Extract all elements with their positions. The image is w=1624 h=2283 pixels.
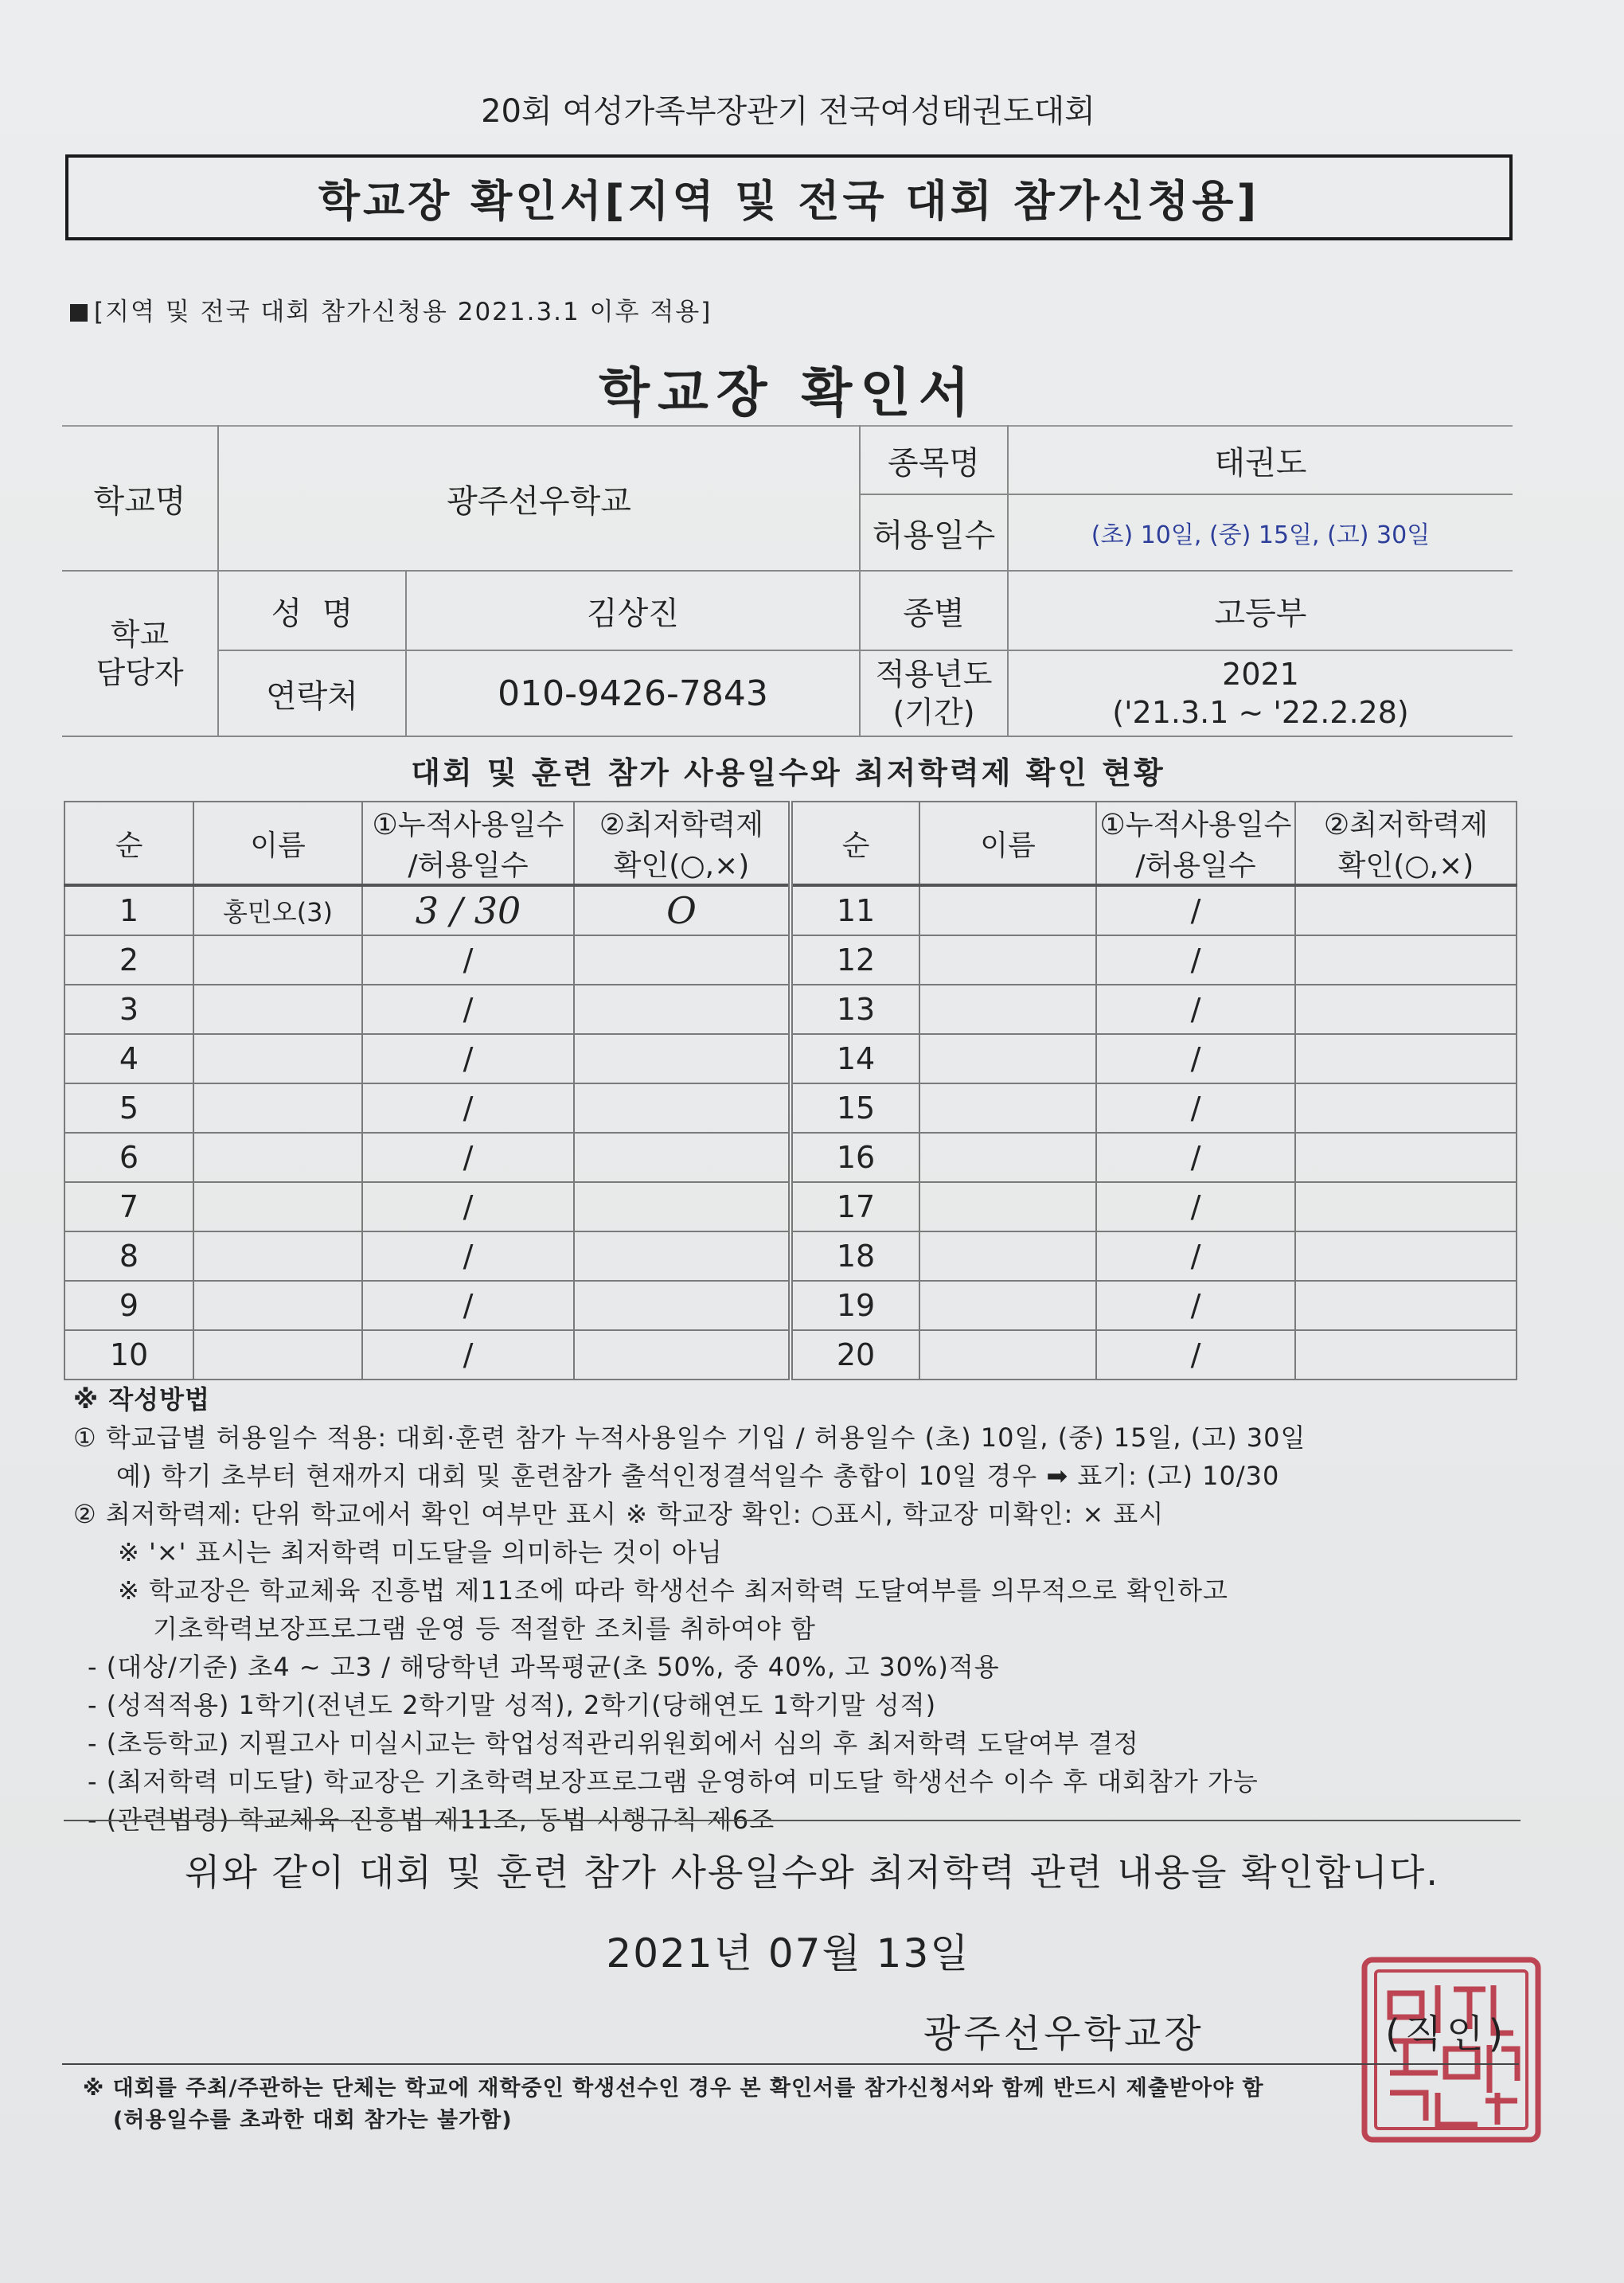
instruction-detail: - (최저학력 미도달) 학교장은 기초학력보장프로그램 운영하여 미도달 학생선수 이수 후 대회참가 가능 (88, 1766, 1259, 1797)
cell-check (1295, 1133, 1517, 1182)
cell-no: 11 (791, 885, 919, 935)
cell-check (574, 1182, 791, 1231)
table-row (64, 1034, 1517, 1083)
cell-days: / (1096, 885, 1295, 935)
cell-name (919, 885, 1096, 935)
cell-check (1295, 1034, 1517, 1083)
cell-days: / (362, 1133, 574, 1182)
applicable-year-label (860, 650, 1008, 736)
cell-days: / (1096, 1182, 1295, 1231)
cell-no: 10 (64, 1330, 193, 1380)
principal-title: 광주선우학교장 (923, 2012, 1204, 2056)
cell-no: 17 (791, 1182, 919, 1231)
cell-check (1295, 885, 1517, 935)
cell-name (919, 1083, 1096, 1133)
cell-no: 5 (64, 1083, 193, 1133)
cell-name (193, 985, 362, 1034)
sport-label: 종목명 (860, 426, 1008, 494)
cell-name (193, 1034, 362, 1083)
cell-check (1295, 1083, 1517, 1133)
table-row (64, 935, 1517, 985)
cell-days: 3 / 30 (362, 885, 574, 935)
divider (64, 1820, 1521, 1821)
cell-name (919, 1231, 1096, 1281)
cell-days: / (362, 1231, 574, 1281)
footer-line: (허용일수를 초과한 대회 참가는 불가함) (113, 2108, 513, 2133)
applicable-year-label-line1: 적용년도 (875, 657, 993, 692)
instruction-note: ※ '×' 표시는 최저학력 미도달을 의미하는 것이 아님 (118, 1537, 723, 1567)
applicability-note-text: [지역 및 전국 대회 참가신청용 2021.3.1 이후 적용] (94, 298, 712, 326)
cell-name (919, 1182, 1096, 1231)
cell-check (574, 1083, 791, 1133)
cell-name (193, 1083, 362, 1133)
divider (62, 2063, 1519, 2065)
cell-days: / (1096, 985, 1295, 1034)
cell-no: 14 (791, 1034, 919, 1083)
allowed-days-label: 허용일수 (860, 494, 1008, 571)
cell-check (574, 985, 791, 1034)
table-row (64, 1182, 1517, 1231)
header-days-line1: ①누적사용일수 (362, 802, 574, 843)
cell-days: / (362, 1034, 574, 1083)
cell-no: 13 (791, 985, 919, 1034)
document-title: 학교장 확인서 (599, 362, 978, 423)
header-check-line1: ②최저학력제 (1295, 802, 1517, 843)
cell-name (919, 935, 1096, 985)
cell-name (193, 1231, 362, 1281)
cell-name (919, 985, 1096, 1034)
issue-date: 2021년 07월 13일 (606, 1930, 970, 1977)
header-days-line1: ①누적사용일수 (1096, 802, 1295, 843)
header-check-line2: 확인(○,×) (1295, 843, 1517, 885)
applicability-note (70, 291, 712, 327)
header-check-line1: ②최저학력제 (574, 802, 791, 843)
cell-check (1295, 935, 1517, 985)
school-manager-label (62, 571, 218, 736)
instructions (73, 1380, 1538, 1839)
cell-check (574, 1034, 791, 1083)
school-info-table (62, 425, 1513, 737)
confirmation-statement: 위와 같이 대회 및 훈련 참가 사용일수와 최저학력 관련 내용을 확인합니다. (185, 1851, 1439, 1894)
cell-name (193, 1133, 362, 1182)
table-header-row (64, 802, 1517, 843)
cell-no: 2 (64, 935, 193, 985)
cell-days: / (1096, 1330, 1295, 1380)
cell-name (919, 1281, 1096, 1330)
footer-note (83, 2073, 1264, 2137)
school-name-value: 광주선우학교 (218, 426, 860, 571)
cell-name (919, 1133, 1096, 1182)
header-no: 순 (791, 802, 919, 885)
cell-check (574, 1281, 791, 1330)
instruction-detail: - (관련법령) 학교체육 진흥법 제11조, 동법 시행규칙 제6조 (88, 1805, 775, 1835)
cell-check (1295, 1330, 1517, 1380)
cell-check (574, 935, 791, 985)
instruction-detail: - (초등학교) 지필고사 미실시교는 학업성적관리위원회에서 심의 후 최저학력 도달여부 결정 (88, 1728, 1139, 1758)
instruction-detail: - (대상/기준) 초4 ~ 고3 / 해당학년 과목평균(초 50%, 중 40%, 고 30%)적용 (88, 1652, 1000, 1682)
manager-name-label: 성 명 (218, 571, 406, 650)
cell-no: 18 (791, 1231, 919, 1281)
school-manager-label-line1: 학교 (110, 617, 170, 652)
participation-status-table (64, 801, 1517, 1380)
table-row (64, 985, 1517, 1034)
cell-name (193, 1330, 362, 1380)
contact-value: 010-9426-7843 (406, 650, 860, 736)
cell-no: 1 (64, 885, 193, 935)
header-name: 이름 (193, 802, 362, 885)
school-manager-label-line2: 담당자 (96, 655, 184, 690)
table-row (64, 1083, 1517, 1133)
cell-check (1295, 985, 1517, 1034)
cell-days: / (362, 1330, 574, 1380)
cell-no: 8 (64, 1231, 193, 1281)
cell-check (1295, 1231, 1517, 1281)
cell-name (193, 1281, 362, 1330)
cell-name (193, 935, 362, 985)
division-value: 고등부 (1008, 571, 1513, 650)
cell-days: / (1096, 935, 1295, 985)
seal-label: (직인) (1385, 2012, 1509, 2056)
cell-no: 7 (64, 1182, 193, 1231)
cell-no: 12 (791, 935, 919, 985)
instructions-heading: ※ 작성방법 (73, 1384, 210, 1415)
applicable-year-label-line2: (기간) (892, 695, 975, 730)
division-label: 종별 (860, 571, 1008, 650)
table-row (64, 1330, 1517, 1380)
instruction-detail: - (성적적용) 1학기(전년도 2학기말 성적), 2학기(당해연도 1학기말 성적) (88, 1690, 937, 1720)
cell-name: 홍민오(3) (193, 885, 362, 935)
cell-check (574, 1330, 791, 1380)
header-days-line2: /허용일수 (1096, 843, 1295, 885)
contact-label: 연락처 (218, 650, 406, 736)
manager-name-value: 김상진 (406, 571, 860, 650)
sport-value: 태권도 (1008, 426, 1513, 494)
instruction-item: ② 최저학력제: 단위 학교에서 확인 여부만 표시 ※ 학교장 확인: ○표시, 학교장 미확인: × 표시 (73, 1499, 1165, 1529)
form-title-box: 학교장 확인서[지역 및 전국 대회 참가신청용] (65, 154, 1513, 240)
cell-no: 3 (64, 985, 193, 1034)
table-row (64, 1133, 1517, 1182)
cell-check (1295, 1182, 1517, 1231)
cell-no: 19 (791, 1281, 919, 1330)
cell-check (1295, 1281, 1517, 1330)
cell-check: O (574, 885, 791, 935)
cell-check (574, 1231, 791, 1281)
school-name-label: 학교명 (62, 426, 218, 571)
cell-no: 16 (791, 1133, 919, 1182)
cell-days: / (362, 1281, 574, 1330)
table-row (64, 885, 1517, 935)
cell-no: 9 (64, 1281, 193, 1330)
header-no: 순 (64, 802, 193, 885)
header-days-line2: /허용일수 (362, 843, 574, 885)
allowed-days-value: (초) 10일, (중) 15일, (고) 30일 (1008, 494, 1513, 571)
cell-days: / (1096, 1133, 1295, 1182)
instruction-note: ※ 학교장은 학교체육 진흥법 제11조에 따라 학생선수 최저학력 도달여부를 의무적으로 확인하고 (118, 1575, 1228, 1606)
cell-no: 15 (791, 1083, 919, 1133)
cell-days: / (362, 935, 574, 985)
applicable-year-value (1008, 650, 1513, 736)
cell-name (919, 1034, 1096, 1083)
cell-no: 4 (64, 1034, 193, 1083)
header-check-line2: 확인(○,×) (574, 843, 791, 885)
cell-check (574, 1133, 791, 1182)
applicable-year-value-line1: 2021 (1222, 657, 1299, 692)
header-name: 이름 (919, 802, 1096, 885)
footer-line: ※ 대회를 주최/주관하는 단체는 학교에 재학중인 학생선수인 경우 본 확인서를 참가신청서와 함께 반드시 제출받아야 함 (83, 2076, 1264, 2101)
cell-days: / (362, 1182, 574, 1231)
applicable-year-value-line2: ('21.3.1 ~ '22.2.28) (1112, 695, 1409, 730)
instruction-example: 예) 학기 초부터 현재까지 대회 및 훈련참가 출석인정결석일수 총합이 10일 경우 ➡ 표기: (고) 10/30 (116, 1461, 1280, 1491)
cell-days: / (1096, 1231, 1295, 1281)
cell-days: / (1096, 1281, 1295, 1330)
table-row (64, 1281, 1517, 1330)
cell-days: / (362, 985, 574, 1034)
instruction-note: 기초학력보장프로그램 운영 등 적절한 조치를 취하여야 함 (153, 1614, 816, 1644)
cell-name (193, 1182, 362, 1231)
instruction-item: ① 학교급별 허용일수 적용: 대회·훈련 참가 누적사용일수 기입 / 허용일수 (초) 10일, (중) 15일, (고) 30일 (73, 1422, 1306, 1453)
cell-name (919, 1330, 1096, 1380)
cell-no: 20 (791, 1330, 919, 1380)
square-bullet-icon (70, 304, 88, 322)
cell-no: 6 (64, 1133, 193, 1182)
cell-days: / (1096, 1034, 1295, 1083)
cell-days: / (1096, 1083, 1295, 1133)
event-title: 20회 여성가족부장관기 전국여성태권도대회 (481, 93, 1095, 130)
table-row (64, 1231, 1517, 1281)
cell-days: / (362, 1083, 574, 1133)
status-subheading: 대회 및 훈련 참가 사용일수와 최저학력제 확인 현황 (411, 755, 1165, 790)
